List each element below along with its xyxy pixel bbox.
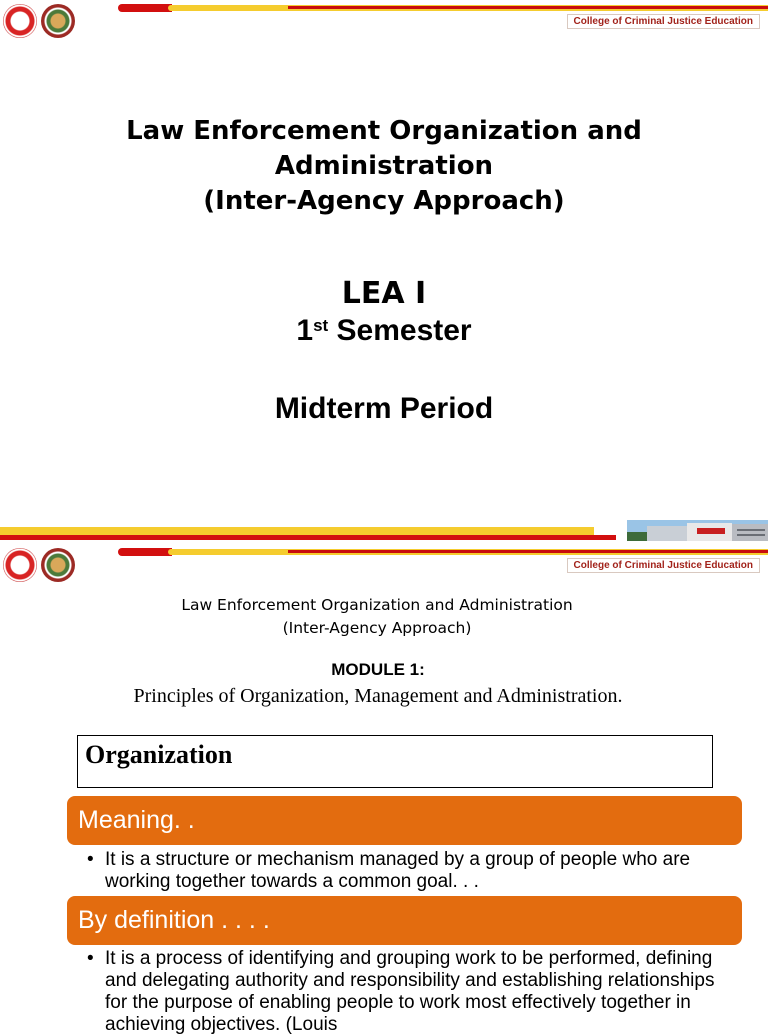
university-seal-icon <box>3 4 37 38</box>
module-label: MODULE 1: <box>331 660 425 679</box>
department-seal-icon <box>41 4 75 38</box>
slide-heading-line-2: (Inter-Agency Approach) <box>282 619 472 637</box>
semester-label: 1st Semester <box>296 314 472 347</box>
bullet-icon: • <box>87 849 94 870</box>
content-slide <box>0 544 768 1035</box>
title-line-2: Administration <box>274 151 494 181</box>
definition-band: By definition . . . . <box>67 896 742 945</box>
course-code: LEA I <box>341 276 427 311</box>
meaning-band: Meaning. . <box>67 796 742 845</box>
slide-title <box>0 114 768 219</box>
header-accent-bar <box>118 4 768 12</box>
section-title: Organization <box>85 740 233 769</box>
campus-building-image <box>627 520 768 541</box>
college-label: College of Criminal Justice Education <box>567 558 760 573</box>
title-line-3: (Inter-Agency Approach) <box>203 186 565 216</box>
module-subtitle: Principles of Organization, Management and Administration. <box>133 685 623 707</box>
title-line-1: Law Enforcement Organization and <box>126 116 642 146</box>
slide-heading-line-1: Law Enforcement Organization and Administration <box>181 596 573 614</box>
section-title-box <box>77 735 713 788</box>
bullet-icon: • <box>87 948 94 969</box>
university-seal-icon <box>3 548 37 582</box>
definition-text: It is a process of identifying and grouping work to be performed, defining and delegating authority and responsibility and establishing relationships for the purpose of enabling people to work most effectively together in achieving objectives. (Louis <box>105 948 715 1035</box>
definition-bullet <box>87 948 727 1036</box>
meaning-text: It is a structure or mechanism managed by a group of people who are working together towards a common goal. . . <box>105 849 691 892</box>
meaning-bullet <box>87 849 727 893</box>
department-seal-icon <box>41 548 75 582</box>
header-accent-bar <box>118 548 768 556</box>
college-label: College of Criminal Justice Education <box>567 14 760 29</box>
period-label: Midterm Period <box>274 392 494 425</box>
